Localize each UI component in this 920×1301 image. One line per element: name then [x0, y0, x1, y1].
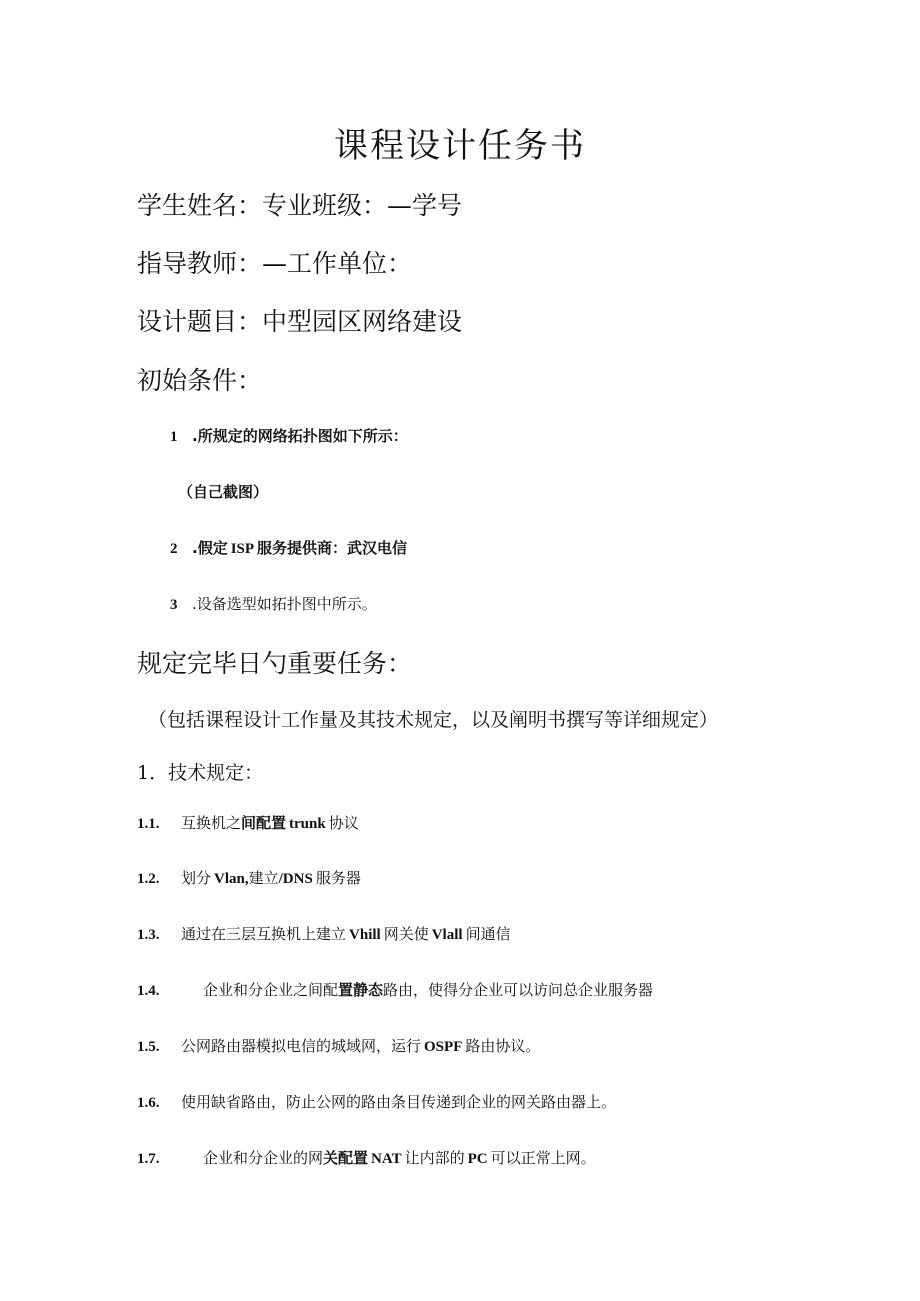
tech-requirements-heading: 1．技术规定： — [137, 762, 264, 784]
condition-2-number: 2 — [170, 541, 178, 557]
student-info-line: 学生姓名：专业班级：—学号 — [137, 191, 463, 220]
main-tasks-heading: 规定完毕日勺重要任务： — [137, 649, 413, 678]
requirement-1-1: 1.1. 互换机之间配置 trunk 协议 — [137, 814, 359, 832]
document-title: 课程设计任务书 — [334, 126, 586, 166]
requirement-1-4: 1.4. 企业和分企业之间配置静态路由，使得分企业可以访问总企业服务器 — [137, 981, 654, 999]
initial-conditions-heading: 初始条件： — [137, 366, 263, 395]
requirement-1-2: 1.2. 划分 Vlan,建立/DNS 服务器 — [137, 869, 361, 887]
condition-1-number: 1 — [170, 429, 178, 445]
requirement-1-7: 1.7. 企业和分企业的网关配置 NAT 让内部的 PC 可以正常上网。 — [137, 1149, 596, 1167]
condition-1 — [170, 425, 408, 446]
requirement-1-5: 1.5. 公网路由器模拟电信的城域网，运行 OSPF 路由协议。 — [137, 1037, 541, 1055]
tasks-note: （包括课程设计工作量及其技术规定，以及阐明书撰写等详细规定） — [148, 709, 719, 731]
condition-3-number: 3 — [170, 597, 178, 613]
advisor-info-line: 指导教师：—工作单位： — [137, 249, 413, 278]
screenshot-note: （自己截图） — [178, 483, 269, 501]
condition-3 — [170, 593, 377, 614]
condition-3-text: .设备选型如拓扑图中所示。 — [192, 595, 377, 613]
requirement-1-3: 1.3. 通过在三层互换机上建立 Vhill 网关使 Vlall 间通信 — [137, 925, 511, 943]
requirement-1-6: 1.6. 使用缺省路由，防止公网的路由条目传递到企业的网关路由器上。 — [137, 1093, 617, 1111]
condition-1-text: .所规定的网络拓扑图如下所示： — [192, 427, 408, 445]
design-topic-line: 设计题目：中型园区网络建设 — [137, 307, 463, 336]
condition-2: 2 .假定 ISP 服务提供商：武汉电信 — [170, 539, 408, 557]
